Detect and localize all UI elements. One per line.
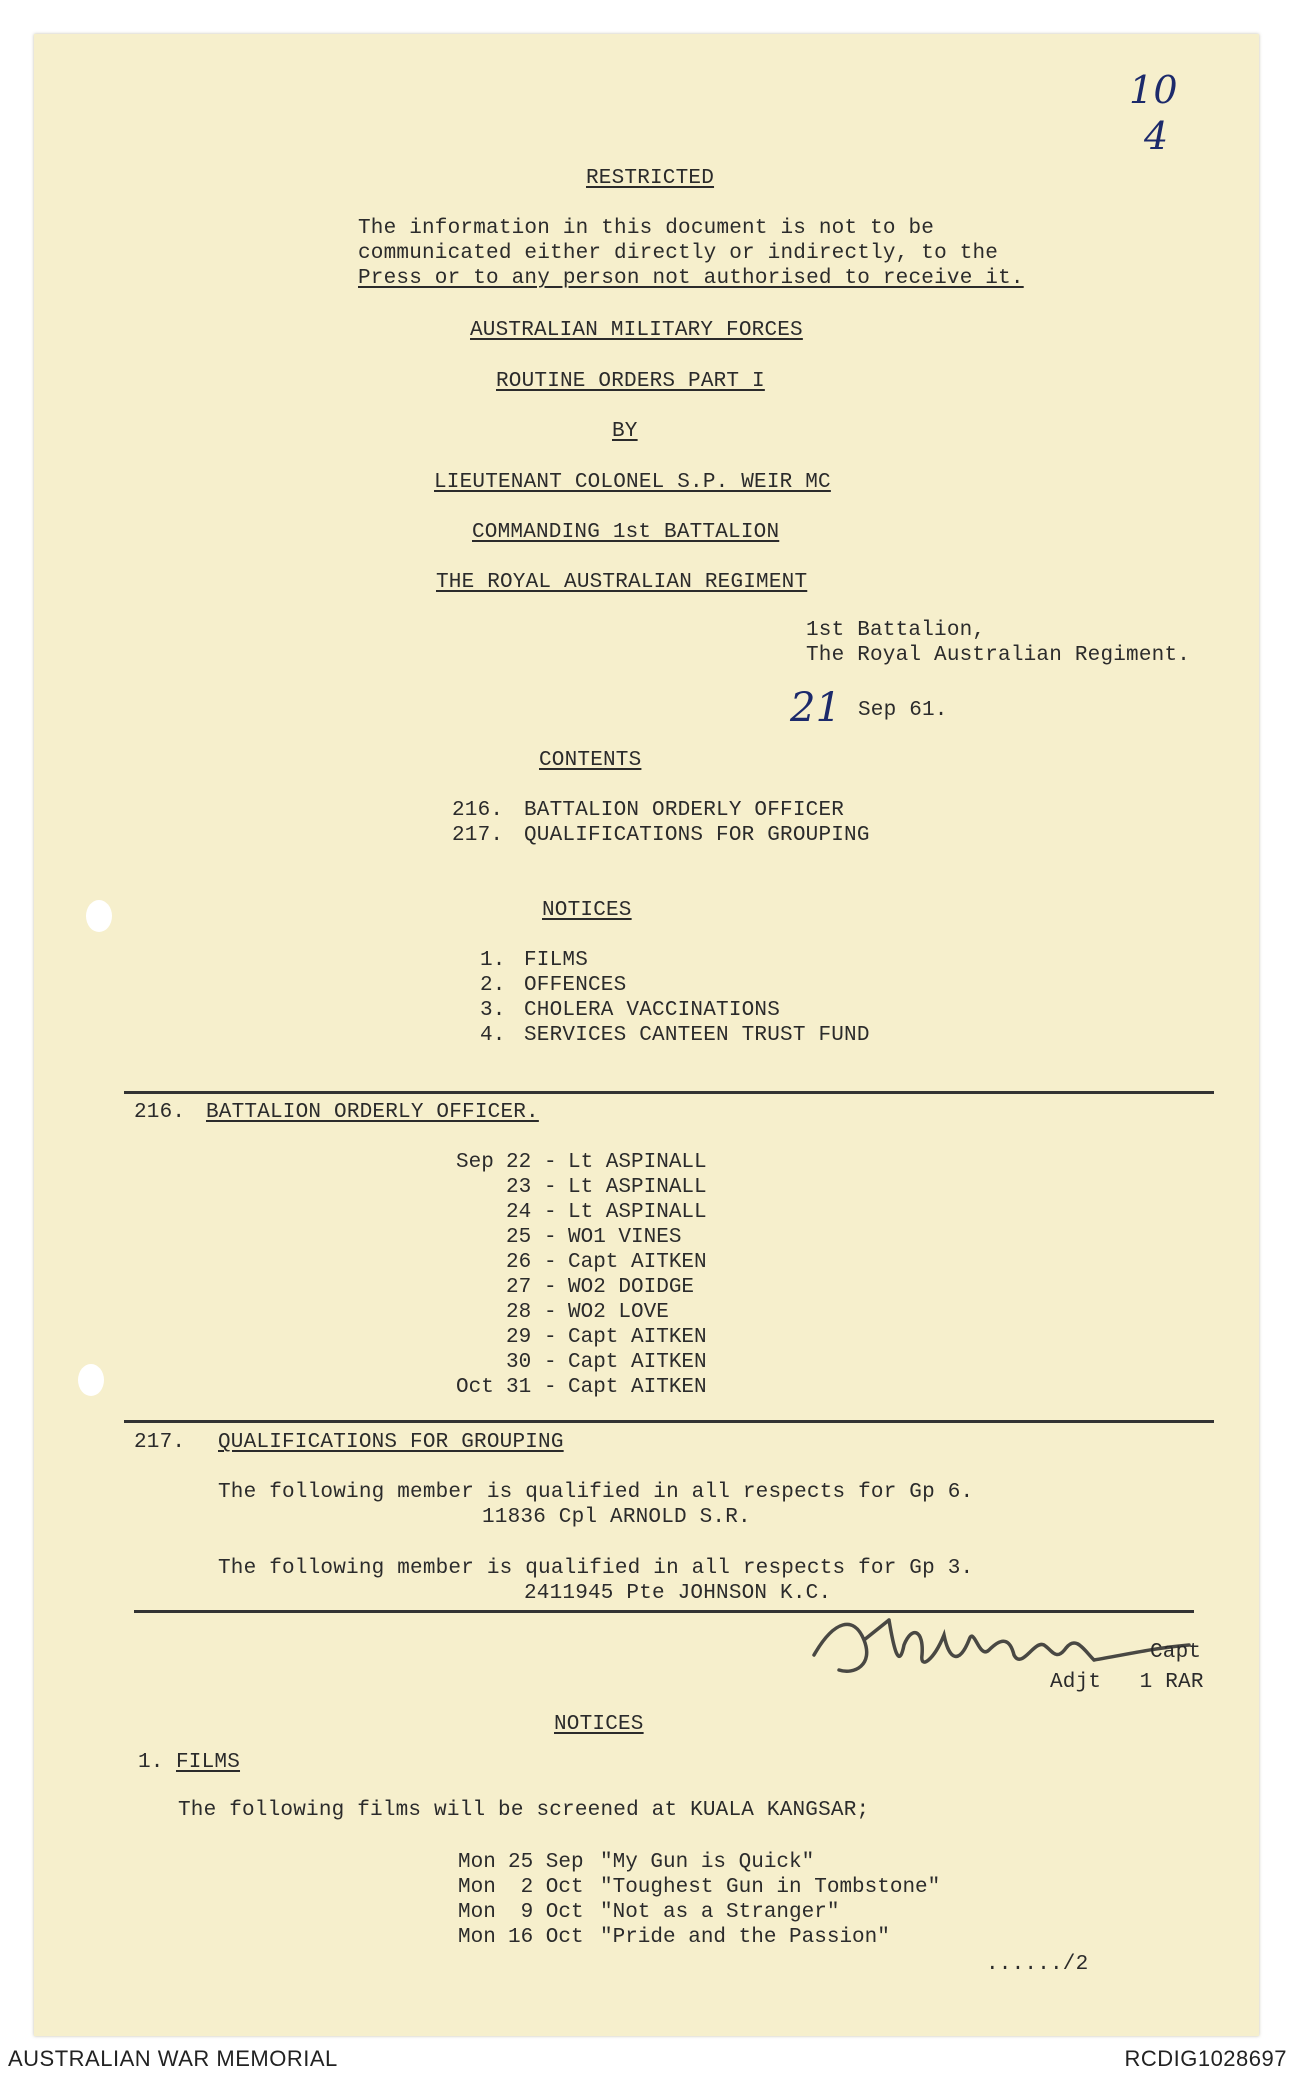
notice-index-num: 2. <box>480 974 506 997</box>
roster-officer: Capt AITKEN <box>568 1351 707 1374</box>
roster-day: 29 <box>506 1326 532 1349</box>
roster-dash: - <box>544 1176 557 1199</box>
roster-month: Sep <box>456 1151 494 1174</box>
roster-dash: - <box>544 1376 557 1399</box>
section-216-heading: BATTALION ORDERLY OFFICER. <box>206 1101 539 1124</box>
roster-day: 24 <box>506 1201 532 1224</box>
section-217-number: 217. <box>134 1431 186 1454</box>
roster-dash: - <box>544 1226 557 1249</box>
films-intro: The following films will be screened at KUALA KANGSAR; <box>178 1799 870 1822</box>
warning-line-2: communicated either directly or indirectly, to the <box>358 242 999 265</box>
roster-officer: WO1 VINES <box>568 1226 682 1249</box>
roster-dash: - <box>544 1201 557 1224</box>
roster-day: 30 <box>506 1351 532 1374</box>
roster-dash: - <box>544 1351 557 1374</box>
qualified-member: 2411945 Pte JOHNSON K.C. <box>524 1582 832 1605</box>
document-page <box>34 34 1259 2036</box>
roster-day: 28 <box>506 1301 532 1324</box>
date-day-handwritten: 21 <box>790 685 842 731</box>
date-month-year: Sep 61. <box>858 699 948 722</box>
films-heading: FILMS <box>176 1751 241 1774</box>
page-continuation: ....../2 <box>986 1953 1089 1976</box>
contents-item-num: 217. <box>452 824 504 847</box>
roster-officer: Capt AITKEN <box>568 1251 707 1274</box>
section-divider <box>124 1091 1214 1094</box>
roster-dash: - <box>544 1326 557 1349</box>
notice-index-num: 1. <box>480 949 506 972</box>
roster-officer: Lt ASPINALL <box>568 1176 707 1199</box>
roster-officer: WO2 LOVE <box>568 1301 669 1324</box>
title-line-5: COMMANDING 1st BATTALION <box>472 521 780 544</box>
film-date: 16 Oct <box>508 1926 584 1949</box>
notices-index-heading: NOTICES <box>542 899 632 922</box>
signature-rank: Capt <box>1150 1641 1202 1664</box>
roster-day: 31 <box>506 1376 532 1399</box>
roster-day: 22 <box>506 1151 532 1174</box>
signature-appointment: Adjt 1 RAR <box>1050 1671 1204 1694</box>
section-divider <box>124 1420 1214 1423</box>
title-line-2: ROUTINE ORDERS PART I <box>496 370 765 393</box>
folio-number-top: 10 <box>1129 68 1178 112</box>
roster-dash: - <box>544 1151 557 1174</box>
contents-item-text: QUALIFICATIONS FOR GROUPING <box>524 824 870 847</box>
film-day: Mon <box>458 1876 496 1899</box>
films-number: 1. <box>138 1751 164 1774</box>
title-line-1: AUSTRALIAN MILITARY FORCES <box>470 319 803 342</box>
contents-item-text: BATTALION ORDERLY OFFICER <box>524 799 845 822</box>
film-title: "Toughest Gun in Tombstone" <box>600 1876 941 1899</box>
roster-officer: Lt ASPINALL <box>568 1151 707 1174</box>
roster-month: Oct <box>456 1376 494 1399</box>
roster-day: 23 <box>506 1176 532 1199</box>
notice-index-text: SERVICES CANTEEN TRUST FUND <box>524 1024 870 1047</box>
film-date: 2 Oct <box>508 1876 584 1899</box>
notice-index-num: 4. <box>480 1024 506 1047</box>
notice-index-num: 3. <box>480 999 506 1022</box>
film-title: "My Gun is Quick" <box>600 1851 815 1874</box>
film-day: Mon <box>458 1926 496 1949</box>
roster-officer: Capt AITKEN <box>568 1326 707 1349</box>
notice-index-text: FILMS <box>524 949 589 972</box>
roster-dash: - <box>544 1251 557 1274</box>
roster-day: 25 <box>506 1226 532 1249</box>
title-line-4: LIEUTENANT COLONEL S.P. WEIR MC <box>434 471 831 494</box>
footer-source: AUSTRALIAN WAR MEMORIAL <box>8 2046 338 2071</box>
roster-dash: - <box>544 1276 557 1299</box>
punch-hole <box>86 900 112 932</box>
roster-day: 27 <box>506 1276 532 1299</box>
roster-dash: - <box>544 1301 557 1324</box>
title-line-3: BY <box>612 420 638 443</box>
address-line-2: The Royal Australian Regiment. <box>806 644 1191 667</box>
film-title: "Pride and the Passion" <box>600 1926 890 1949</box>
qualification-statement: The following member is qualified in all respects for Gp 6. <box>218 1481 974 1504</box>
notices-heading: NOTICES <box>554 1713 644 1736</box>
film-day: Mon <box>458 1901 496 1924</box>
folio-number-bottom: 4 <box>1144 114 1169 158</box>
roster-officer: Lt ASPINALL <box>568 1201 707 1224</box>
roster-officer: Capt AITKEN <box>568 1376 707 1399</box>
warning-line-3: Press or to any person not authorised to receive it. <box>358 267 1024 290</box>
notice-index-text: OFFENCES <box>524 974 627 997</box>
film-day: Mon <box>458 1851 496 1874</box>
section-216-number: 216. <box>134 1101 186 1124</box>
qualification-statement: The following member is qualified in all respects for Gp 3. <box>218 1557 974 1580</box>
footer-record-id: RCDIG1028697 <box>1124 2046 1287 2071</box>
punch-hole <box>78 1364 104 1396</box>
section-217-heading: QUALIFICATIONS FOR GROUPING <box>218 1431 564 1454</box>
warning-line-1: The information in this document is not to be <box>358 217 935 240</box>
roster-day: 26 <box>506 1251 532 1274</box>
roster-officer: WO2 DOIDGE <box>568 1276 695 1299</box>
qualified-member: 11836 Cpl ARNOLD S.R. <box>482 1506 751 1529</box>
title-line-6: THE ROYAL AUSTRALIAN REGIMENT <box>436 571 808 594</box>
film-date: 9 Oct <box>508 1901 584 1924</box>
contents-item-num: 216. <box>452 799 504 822</box>
address-line-1: 1st Battalion, <box>806 619 986 642</box>
film-date: 25 Sep <box>508 1851 584 1874</box>
film-title: "Not as a Stranger" <box>600 1901 840 1924</box>
contents-heading: CONTENTS <box>539 749 642 772</box>
classification-heading: RESTRICTED <box>586 167 715 190</box>
notice-index-text: CHOLERA VACCINATIONS <box>524 999 781 1022</box>
